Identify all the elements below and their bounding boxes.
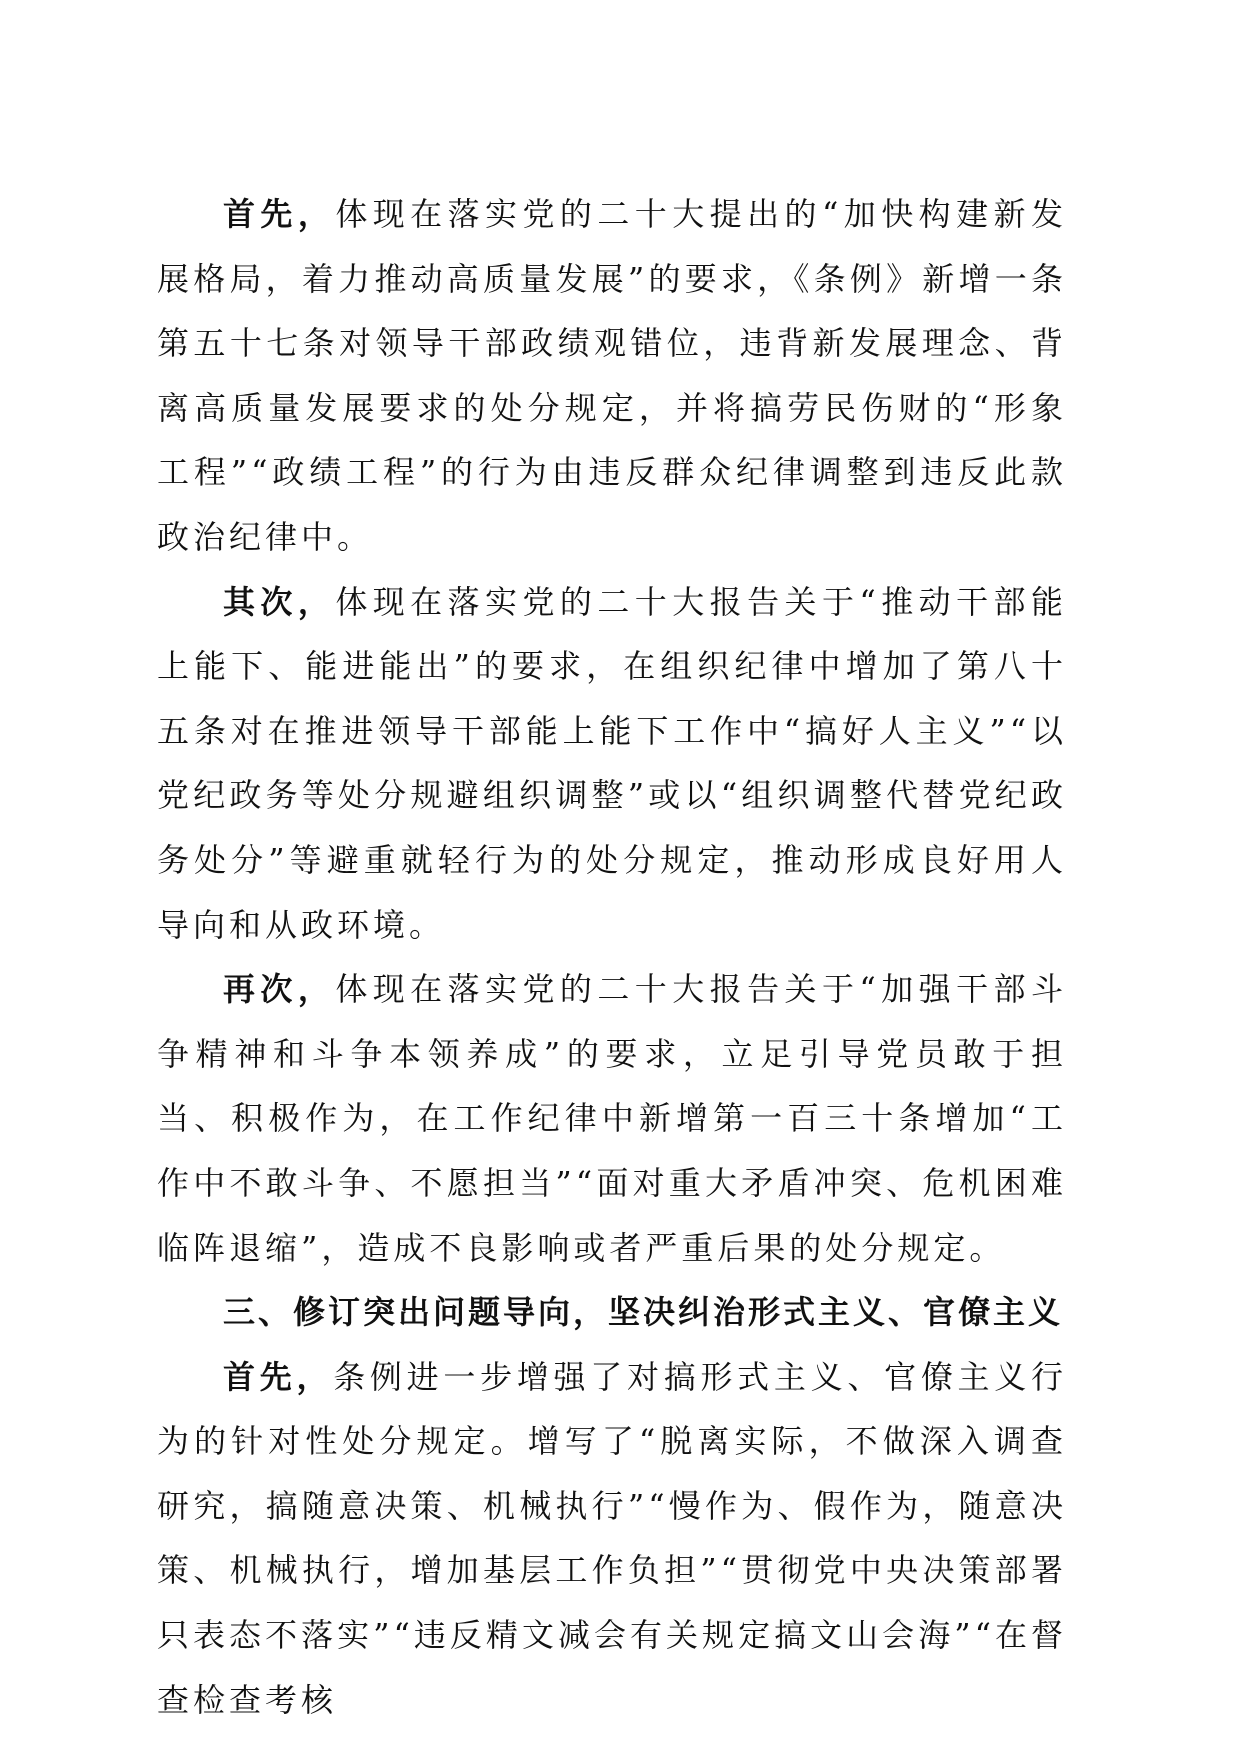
paragraph-lead: 首先， — [223, 195, 336, 233]
paragraph-lead: 再次， — [223, 970, 336, 1009]
paragraph-text: 体现在落实党的二十大提出的“加快构建新发展格局，着力推动高质量发展”的要求，《条例》新增一条第五十七条对领导干部政绩观错位，违背新发展理念、背离高质量发展要求的处分规定，并将搞劳民伤财的“形象工程”“政绩工程”的行为由违反群众纪律调整到违反此款政治纪律中。 — [157, 195, 1067, 556]
document-body — [157, 182, 1067, 1732]
paragraph-lead: 其次， — [223, 582, 336, 621]
section-heading: 三、修订突出问题导向，坚决纠治形式主义、官僚主义 — [223, 1293, 1064, 1332]
paragraph-text: 条例进一步增强了对搞形式主义、官僚主义行为的针对性处分规定。增写了“脱离实际，不做深入调查研究，搞随意决策、机械执行”“慢作为、假作为，随意决策、机械执行，增加基层工作负担”“贯彻党中央决策部署只表态不落实”“违反精文减会有关规定搞文山会海”“在督查检查考核 — [157, 1357, 1067, 1719]
paragraph-lead: 首先， — [223, 1357, 334, 1396]
paragraph-text: 体现在落实党的二十大报告关于“加强干部斗争精神和斗争本领养成”的要求，立足引导党员敢于担当、积极作为，在工作纪律中新增第一百三十条增加“工作中不敢斗争、不愿担当”“面对重大矛盾冲突、危机困难临阵退缩”，造成不良影响或者严重后果的处分规定。 — [157, 970, 1067, 1267]
paragraph-second — [157, 570, 1067, 958]
paragraph-final — [157, 1345, 1067, 1733]
paragraph-third — [157, 957, 1067, 1280]
paragraph-first — [157, 182, 1067, 570]
paragraph-text: 体现在落实党的二十大报告关于“推动干部能上能下、能进能出”的要求，在组织纪律中增加了第八十五条对在推进领导干部能上能下工作中“搞好人主义”“以党纪政务等处分规避组织调整”或以“组织调整代替党纪政务处分”等避重就轻行为的处分规定，推动形成良好用人导向和从政环境。 — [157, 582, 1067, 944]
